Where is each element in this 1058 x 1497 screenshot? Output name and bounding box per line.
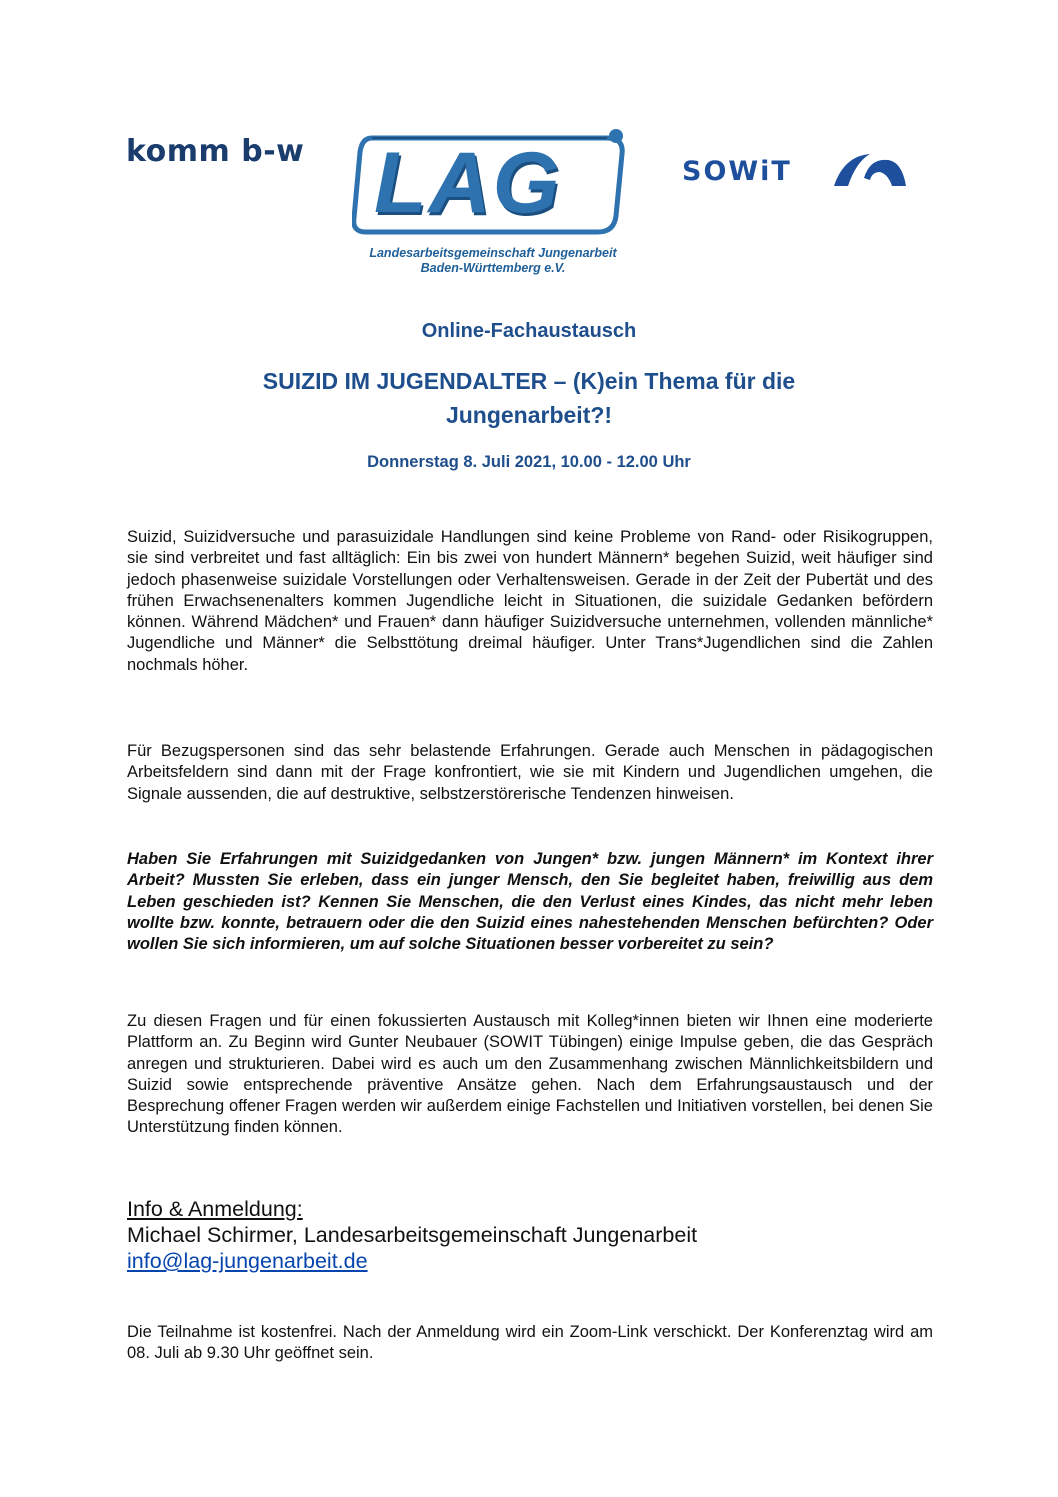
contact-block	[127, 1196, 697, 1274]
paragraph-questions: Haben Sie Erfahrungen mit Suizidgedanken von Jungen* bzw. jungen Männern* im Kontext ihrer Arbeit? Mussten Sie erleben, dass ein junger Mensch, den Sie begleitet haben, freiwillig aus dem Leben geschieden ist? Kennen Sie Menschen, die den Verlust eines Kindes, das nicht mehr leben wollte bzw. konnte, betrauern oder die den Suizid eines nahestehenden Menschen befürchten? Oder wollen Sie sich informieren, um auf solche Situationen besser vorbereitet zu sein?	[127, 850, 933, 954]
contact-email-link[interactable]: info@lag-jungenarbeit.de	[127, 1249, 368, 1273]
lag-logo-line2: Baden-Württemberg e.V.	[420, 261, 566, 275]
lag-logo	[352, 128, 634, 278]
page-title: SUIZID IM JUGENDALTER – (K)ein Thema für die Jungenarbeit?!	[262, 368, 796, 428]
contact-label: Info & Anmeldung:	[127, 1197, 303, 1221]
sowit-swoosh-icon	[830, 148, 910, 194]
paragraph-participation: Die Teilnahme ist kostenfrei. Nach der Anmeldung wird ein Zoom-Link verschickt. Der Konferenztag wird am 08. Juli ab 9.30 Uhr geöffnet sein.	[127, 1323, 933, 1363]
contact-name: Michael Schirmer, Landesarbeitsgemeinschaft Jungenarbeit	[127, 1223, 698, 1247]
event-kicker: Online-Fachaustausch	[421, 320, 637, 342]
paragraph-program: Zu diesen Fragen und für einen fokussierten Austausch mit Kolleg*innen bieten wir Ihnen eine moderierte Plattform an. Zu Beginn wird Gunter Neubauer (SOWIT Tübingen) einige Impulse geben, die das Gespräch anregen und strukturieren. Dabei wird es auch um den Zusammenhang zwischen Männlichkeitsbildern und Suizid sowie entsprechende präventive Ansätze gehen. Nach dem Erfahrungsaustausch und der Besprechung offener Fragen werden wir außerdem einige Fachstellen und Initiativen vorstellen, bei denen Sie Unterstützung finden können.	[127, 1012, 933, 1137]
sowit-logo	[682, 148, 912, 194]
paragraph-intro: Suizid, Suizidversuche und parasuizidale Handlungen sind keine Probleme von Rand- oder Risikogruppen, sie sind verbreitet und fast alltäglich: Ein bis zwei von hundert Männern* begehen Suizid, weit häufiger sind jedoch phasenweise suizidale Vorstellungen oder Verhaltensweisen. Gerade in der Zeit der Pubertät und des frühen Erwachsenenalters kommen Jugendliche leicht in Situationen, die suizidale Gedanken befördern können. Während Mädchen* und Frauen* dann häufiger Suizidversuche unternehmen, vollenden männliche* Jugendliche und Männer* die Selbsttötung dreimal häufiger. Unter Trans*Jugendlichen sind die Zahlen nochmals höher.	[127, 528, 933, 674]
sowit-logo-word: SOWiT	[682, 156, 792, 187]
lag-logo-word: LAG	[374, 135, 562, 231]
event-date: Donnerstag 8. Juli 2021, 10.00 - 12.00 Uhr	[367, 453, 691, 471]
lag-logo-line1: Landesarbeitsgemeinschaft Jungenarbeit	[369, 246, 617, 260]
komm-bw-logo: komm b-w	[126, 134, 305, 169]
paragraph-caregivers: Für Bezugspersonen sind das sehr belastende Erfahrungen. Gerade auch Menschen in pädagogischen Arbeitsfeldern sind dann mit der Frage konfrontiert, wie sie mit Kindern und Jugendlichen umgehen, die Signale aussenden, die auf destruktive, selbstzerstörerische Tendenzen hinweisen.	[127, 742, 933, 803]
